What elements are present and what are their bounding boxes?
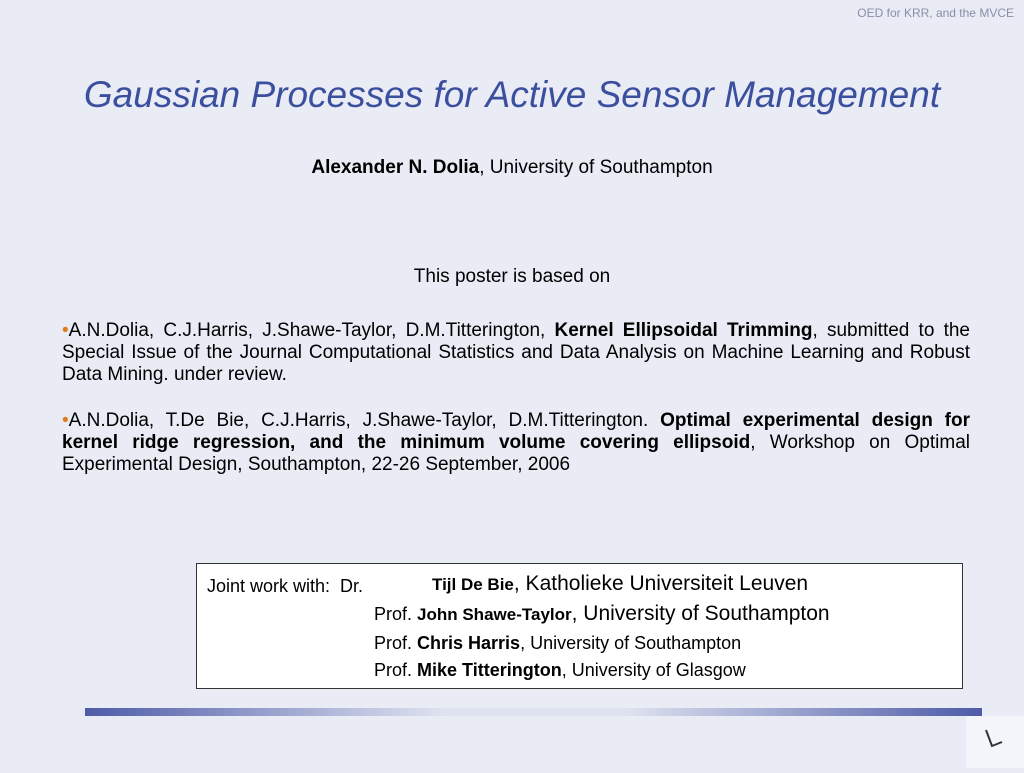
collaborator-entry	[432, 572, 808, 596]
page-title: Gaussian Processes for Active Sensor Management	[83, 74, 941, 115]
collaborator-name: John Shawe-Taylor	[417, 605, 572, 624]
bottom-gradient-bar	[85, 708, 982, 716]
collaborator-affiliation: , Katholieke Universiteit Leuven	[513, 572, 809, 595]
collaborator-affiliation: , University of Glasgow	[561, 660, 746, 680]
collaborator-affiliation: , University of Southampton	[571, 602, 830, 625]
collaborator-affiliation: , University of Southampton	[520, 633, 742, 653]
collaborator-entry	[374, 633, 741, 654]
reference-list	[62, 320, 970, 500]
author-line	[0, 157, 1024, 179]
collaborator-prefix: Prof.	[374, 604, 418, 624]
based-on-text: This poster is based on	[413, 266, 611, 287]
joint-work-lead	[207, 576, 363, 597]
logo-box	[966, 716, 1024, 768]
collaborator-name: Chris Harris	[417, 633, 521, 653]
reference-details: , submitted to the Special Issue of the Journal Computational Statistics and Data Analysis on Machine Learning and Robust Data Mining. under review.	[62, 320, 970, 385]
collaborator-prefix: Prof.	[374, 633, 418, 653]
reference-title: Kernel Ellipsoidal Trimming	[554, 320, 813, 341]
collaborator-name: Mike Titterington	[417, 660, 562, 680]
joint-work-label: Joint work with:	[207, 576, 331, 596]
joint-work-box	[196, 563, 963, 689]
author-name: Alexander N. Dolia	[311, 157, 480, 178]
reference-authors: A.N.Dolia, T.De Bie, C.J.Harris, J.Shawe-Taylor, D.M.Titterington.	[68, 410, 661, 431]
collaborator-entry	[374, 660, 746, 681]
bullet-icon: •	[62, 320, 69, 341]
reference-details: , Workshop on Optimal Experimental Design, Southampton, 22-26 September, 2006	[62, 432, 970, 475]
logo-icon	[966, 716, 1024, 768]
reference-item	[62, 410, 970, 476]
collaborator-entry	[374, 602, 830, 626]
collaborator-name: Tijl De Bie	[432, 575, 514, 594]
header-note: OED for KRR, and the MVCE	[857, 6, 1014, 20]
bullet-icon: •	[62, 410, 69, 431]
collaborator-prefix: Prof.	[374, 660, 418, 680]
author-affiliation: , University of Southampton	[479, 157, 713, 178]
reference-title: Optimal experimental design for kernel ridge regression, and the minimum volume covering ellipsoid	[62, 410, 970, 453]
reference-authors: A.N.Dolia, C.J.Harris, J.Shawe-Taylor, D.M.Titterington,	[68, 320, 555, 341]
collaborator-prefix: Dr.	[340, 576, 364, 596]
reference-item	[62, 320, 970, 386]
